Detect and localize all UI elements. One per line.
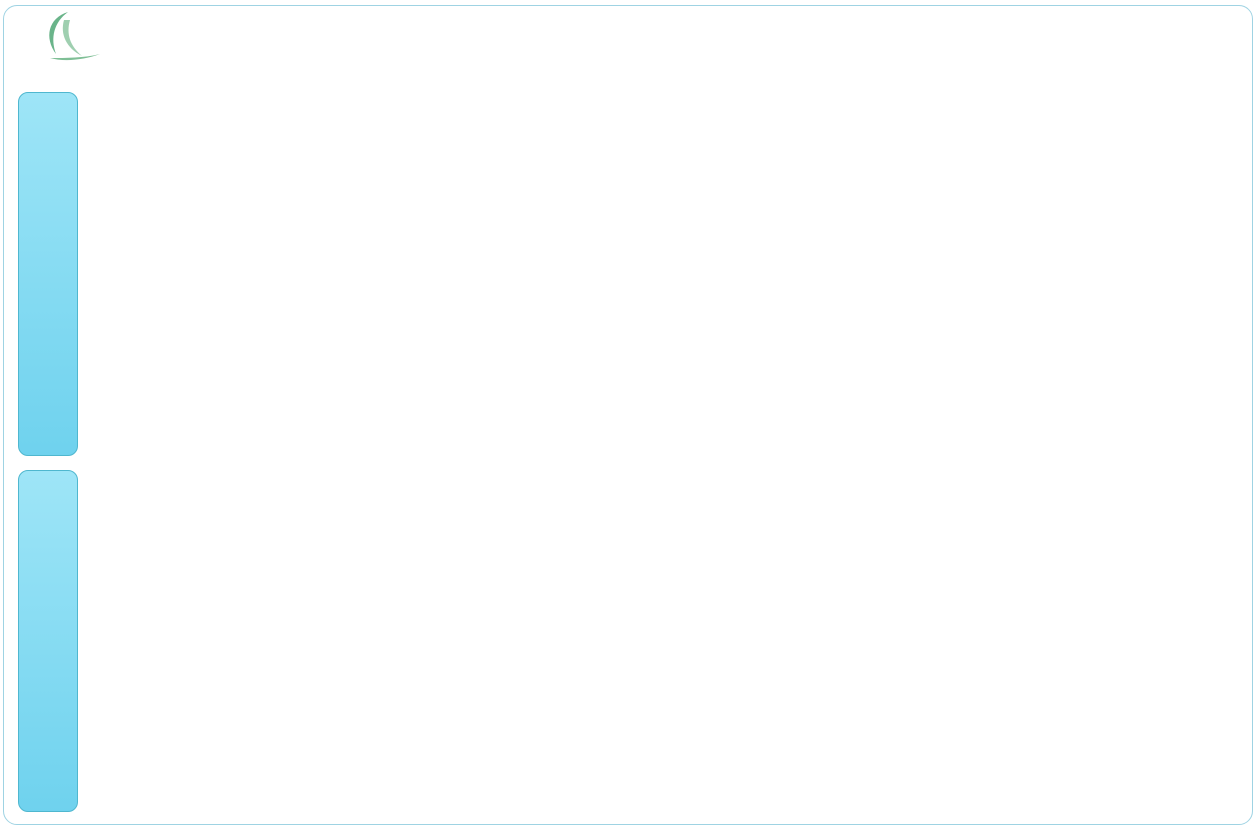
timeline-chevrons [0, 0, 1259, 90]
row-label-participaties [18, 92, 78, 456]
row-label-creafund [18, 470, 78, 812]
roadmap-frame [3, 5, 1253, 825]
